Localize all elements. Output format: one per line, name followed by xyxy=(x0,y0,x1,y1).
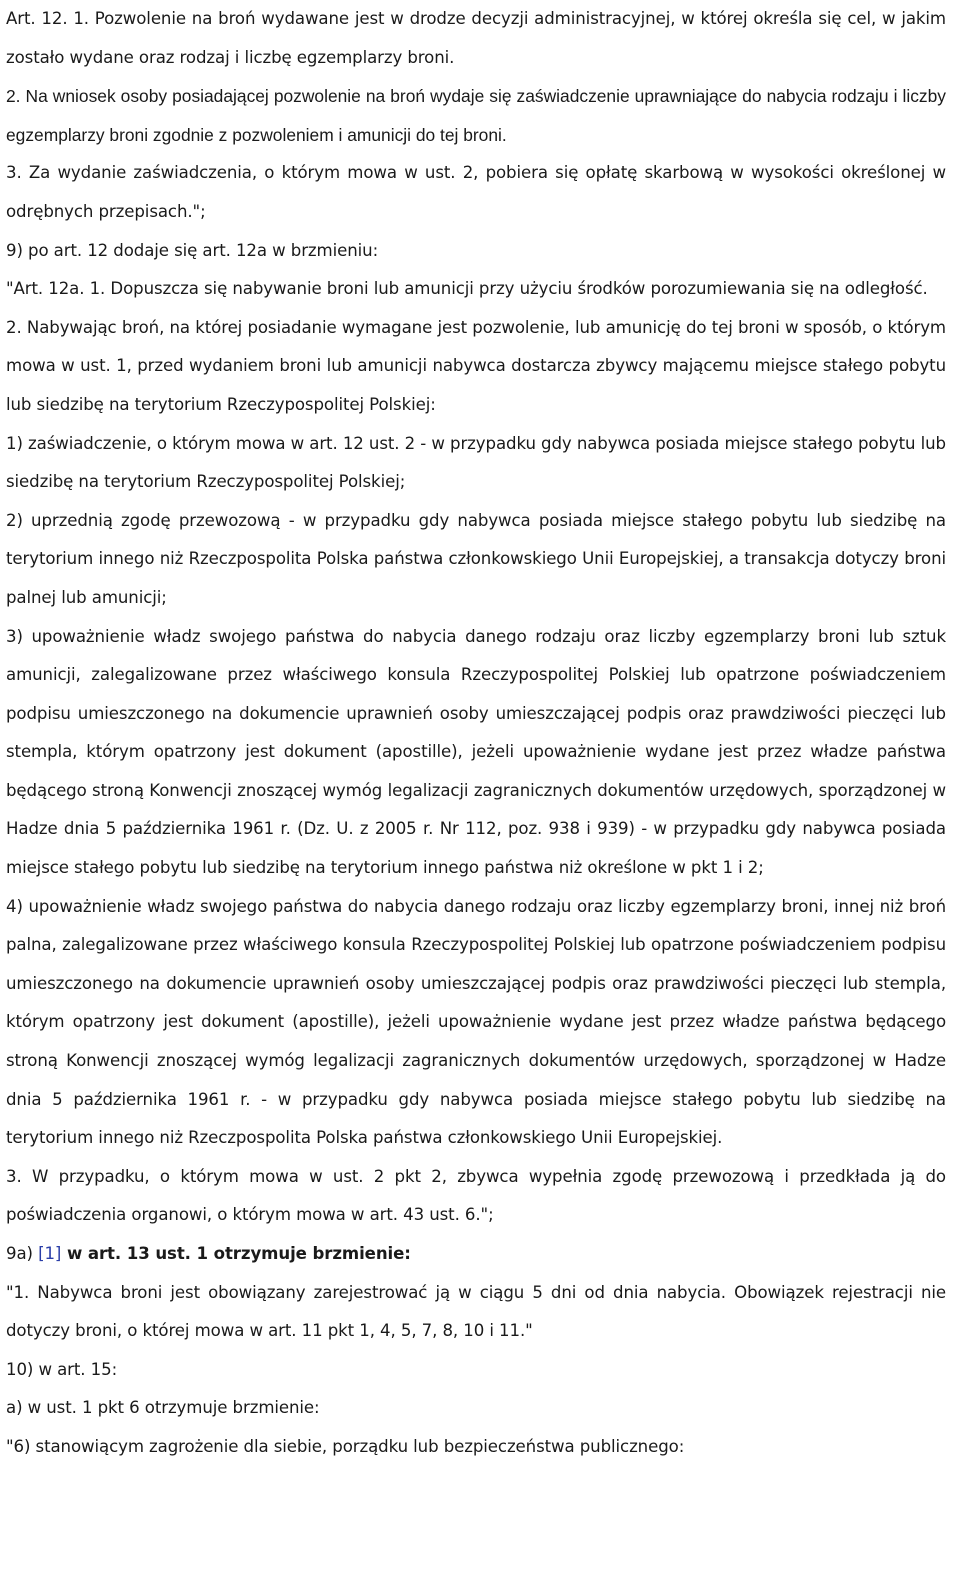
footnote-link[interactable]: [1] xyxy=(38,1244,62,1263)
amendment-9a-prefix: 9a) xyxy=(6,1244,39,1263)
list-item-point-4: 4) upoważnienie władz swojego państwa do nabycia danego rodzaju oraz liczby egzemplarzy broni, innej niż broń palna, zalegalizowane przez właściwego konsula Rzeczypospolitej Polskiej lub opatrzone poświadczeniem podpisu umieszczonego na dokumencie uprawnień osoby umieszczającej podpis oraz prawdziwości pieczęci lub stempla, którym opatrzony jest dokument (apostille), jeżeli upoważnienie wydane jest przez władze państwa będącego stroną Konwencji znoszącej wymóg legalizacji zagranicznych dokumentów urzędowych, sporządzonej w Hadze dnia 5 października 1961 r. - w przypadku gdy nabywca posiada miejsce stałego pobytu lub siedzibę na terytorium innego niż Rzeczpospolita Polska państwa członkowskiego Unii Europejskiej. xyxy=(6,896,946,1148)
paragraph-amendment-10a: a) w ust. 1 pkt 6 otrzymuje brzmienie: xyxy=(6,1398,320,1418)
list-item-point-1: 1) zaświadczenie, o którym mowa w art. 12 ust. 2 - w przypadku gdy nabywca posiada miejsce stałego pobytu lub siedzibę na terytorium Rzeczypospolitej Polskiej; xyxy=(6,433,946,492)
paragraph-art-12a-2: 2. Nabywając broń, na której posiadanie wymagane jest pozwolenie, lub amunicję do tej broni w sposób, o którym mowa w ust. 1, przed wydaniem broni lub amunicji nabywca dostarcza zbywcy mającemu miejsce stałego pobytu lub siedzibę na terytorium Rzeczypospolitej Polskiej: xyxy=(6,317,946,414)
paragraph-art-12a-1: "Art. 12a. 1. Dopuszcza się nabywanie broni lub amunicji przy użyciu środków porozumiewania się na odległość. xyxy=(6,279,928,299)
paragraph-art-13-1: "1. Nabywca broni jest obowiązany zarejestrować ją w ciągu 5 dni od dnia nabycia. Obowiązek rejestracji nie dotyczy broni, o której mowa w art. 11 pkt 1, 4, 5, 7, 8, 10 i 11." xyxy=(6,1282,946,1341)
paragraph-art-12-2: 2. Na wniosek osoby posiadającej pozwolenie na broń wydaje się zaświadczenie uprawniające do nabycia rodzaju i liczby egzemplarzy broni zgodnie z pozwoleniem i amunicji do tej broni. xyxy=(6,86,946,145)
paragraph-amendment-10: 10) w art. 15: xyxy=(6,1359,118,1379)
paragraph-art-12-3: 3. Za wydanie zaświadczenia, o którym mowa w ust. 2, pobiera się opłatę skarbową w wysokości określonej w odrębnych przepisach."; xyxy=(6,163,946,221)
paragraph-art-15-1-6: "6) stanowiącym zagrożenie dla siebie, porządku lub bezpieczeństwa publicznego: xyxy=(6,1436,685,1456)
list-item-point-3: 3) upoważnienie władz swojego państwa do nabycia danego rodzaju oraz liczby egzemplarzy broni lub sztuk amunicji, zalegalizowane przez właściwego konsula Rzeczypospolitej Polskiej lub opatrzone poświadczeniem podpisu umieszczonego na dokumencie uprawnień osoby umieszczającej podpis oraz prawdziwości pieczęci lub stempla, którym opatrzony jest dokument (apostille), jeżeli upoważnienie wydane jest przez władze państwa będącego stroną Konwencji znoszącej wymóg legalizacji zagranicznych dokumentów urzędowych, sporządzonej w Hadze dnia 5 października 1961 r. (Dz. U. z 2005 r. Nr 112, poz. 938 i 939) - w przypadku gdy nabywca posiada miejsce stałego pobytu lub siedzibę na terytorium innego państwa niż określone w pkt 1 i 2; xyxy=(6,626,946,878)
legal-document xyxy=(6,0,946,1467)
paragraph-art-12-1: Art. 12. 1. Pozwolenie na broń wydawane jest w drodze decyzji administracyjnej, w której określa się cel, w jakim zostało wydane oraz rodzaj i liczbę egzemplarzy broni. xyxy=(6,9,946,67)
paragraph-amendment-9: 9) po art. 12 dodaje się art. 12a w brzmieniu: xyxy=(6,240,379,260)
amendment-9a-bold-text: w art. 13 ust. 1 otrzymuje brzmienie: xyxy=(61,1244,411,1263)
list-item-point-2: 2) uprzednią zgodę przewozową - w przypadku gdy nabywca posiada miejsce stałego pobytu lub siedzibę na terytorium innego niż Rzeczpospolita Polska państwa członkowskiego Unii Europejskiej, a transakcja dotyczy broni palnej lub amunicji; xyxy=(6,510,946,607)
paragraph-amendment-9a xyxy=(6,1235,946,1274)
paragraph-art-12a-3: 3. W przypadku, o którym mowa w ust. 2 pkt 2, zbywca wypełnia zgodę przewozową i przedkłada ją do poświadczenia organowi, o którym mowa w art. 43 ust. 6."; xyxy=(6,1166,946,1225)
